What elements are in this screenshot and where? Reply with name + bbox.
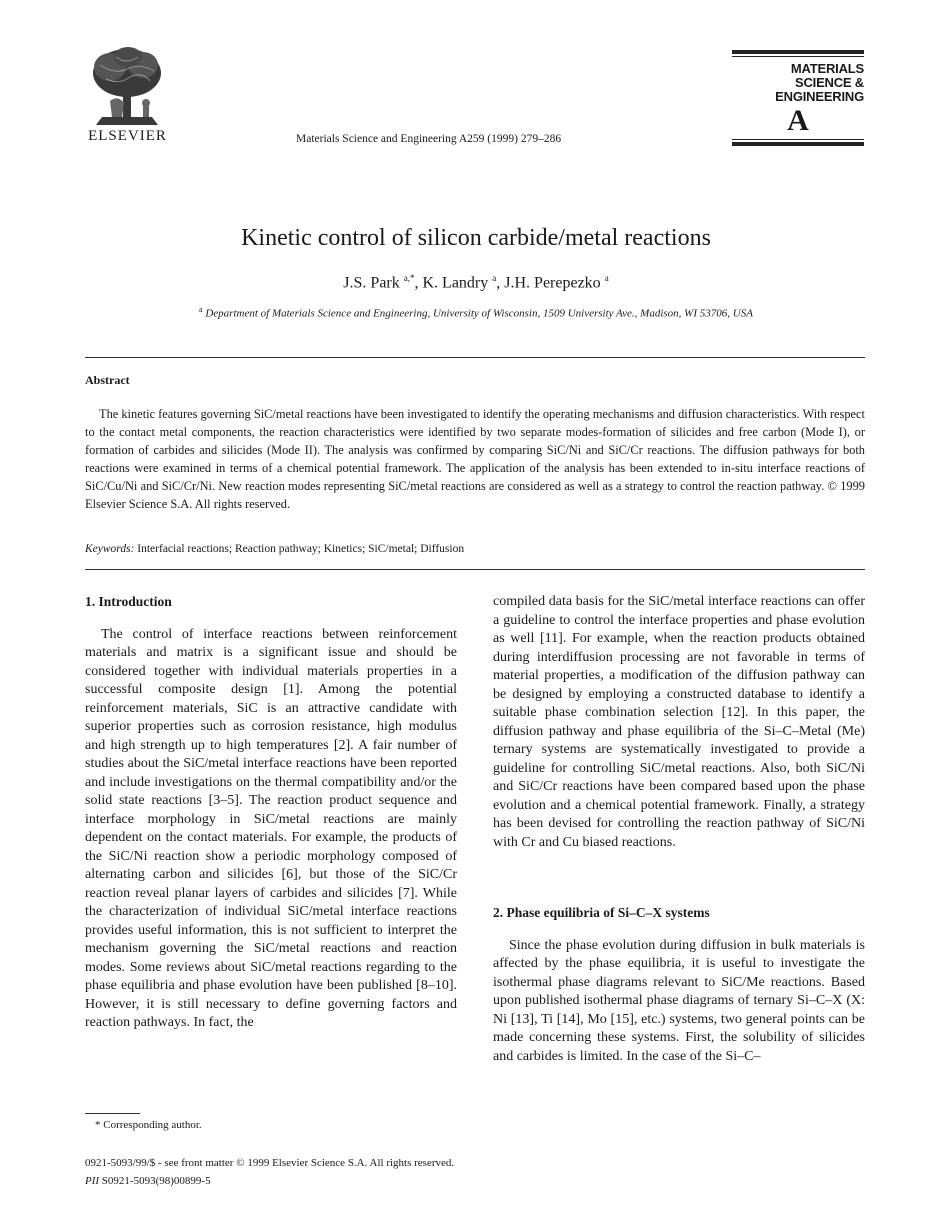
footnote-rule: [85, 1113, 140, 1114]
author-list: J.S. Park $^{a,*}$, K. Landry $^a$, J.H. Perepezko $^a$: [343, 273, 609, 292]
author-name: K. Landry: [422, 274, 489, 292]
keywords-label: Keywords:: [85, 543, 135, 555]
publisher-name: ELSEVIER: [88, 128, 167, 144]
section-heading-introduction: 1. Introduction: [85, 594, 172, 609]
keywords-list: Interfacial reactions; Reaction pathway; Kinetics; SiC/metal; Diffusion: [137, 543, 465, 555]
pii-value: S0921-5093(98)00899-5: [101, 1175, 211, 1187]
pii-label: PII: [85, 1175, 100, 1187]
brand-line-2: SCIENCE &: [795, 75, 864, 90]
tree-logo-icon: [80, 45, 175, 127]
section-heading-phase-equilibria: 2. Phase equilibria of Si–C–X systems: [493, 905, 710, 920]
paragraph: Since the phase evolution during diffusion in bulk materials is affected by the phase equilibria, it is useful to investigate the isothermal phase diagrams relevant to SiC/Me reactions. Based upon published isothermal phase diagrams of ternary Si–C–X (X: Ni [13], Ti [14], Mo [15], etc.) systems, two general points can be made concerning these systems. First, the solubility of silicides and carbides is limited. In the case of the Si–C–: [493, 937, 865, 1064]
author-name: J.S. Park: [343, 274, 400, 292]
affiliation-mark: a: [199, 305, 203, 314]
paragraph: The control of interface reactions between reinforcement materials and matrix is a significant issue and should be considered together with individual materials properties in a successful composite design [1]. Among the potential reinforcement materials, SiC is an attractive candidate with superior properties such as corrosion resistance, high modulus and high strength up to high temperatures [2]. A fair number of studies about the SiC/metal interface reactions have been reported and include investigations on the thermal compatibility and/or the solid state reactions [3–5]. The reaction product sequence and interface morphology in SiC/metal reactions are mainly dependent on the contact materials. For example, the products of the SiC/Ni reaction show a periodic morphology composed of alternating carbon and silicides [6], but those of the SiC/Cr reaction reveal planar layers of carbides and silicides [7]. While the characterization of individual SiC/metal interface reactions provides useful information, this is not sufficient to interpret the mechanism governing the SiC/metal reactions and reaction modes. Some reviews about SiC/metal reactions regarding to the phase equilibria and phase evolution have been published [8–10]. However, it is still necessary to define governing factors and reaction pathways. In fact, the: [85, 626, 457, 1030]
affiliation-text: Department of Materials Science and Engineering, University of Wisconsin, 1509 University Ave., Madison, WI 53706, USA: [205, 307, 753, 320]
author-marks: a: [492, 273, 497, 283]
left-column: [85, 593, 457, 1033]
abstract-body: The kinetic features governing SiC/metal reactions have been investigated to identify the operating mechanisms and diffusion characteristics. With respect to the contact metal components, the reaction characteristics were identified by two separate modes-formation of silicides and free carbon (Mode I), or formation of carbides and silicides (Mode II). The analysis was confirmed by comparing SiC/Ni and SiC/Cr reactions. The diffusion pathways for both reactions were examined in terms of a chemical potential framework. The application of the analysis has been extended to in-situ interface reactions of SiC/Cu/Ni and SiC/Cr/Ni. New reaction modes representing SiC/metal reactions are considered as well as a strategy to control the reaction pathway. © 1999 Elsevier Science S.A. All rights reserved.: [85, 407, 865, 511]
paragraph: compiled data basis for the SiC/metal interface reactions can offer a guideline to control the interface properties and phase evolution as well [11]. For example, when the reaction products obtained during interdiffusion processing are not favorable in terms of material properties, a modification of the diffusion pathway can be designed by employing a constructed database to identify a suitable phase combination selection [12]. In this paper, the diffusion pathway and phase equilibria of the Si–C–Metal (Me) ternary systems are systematically investigated to provide a guideline for controlling SiC/metal reactions. Also, both SiC/Ni and SiC/Cr reactions have been compared based upon the phase evolution and a chemical potential framework. Finally, a strategy has been devised for controlling the reaction pathway of SiC/Ni with Cr and Cu biased reactions.: [493, 594, 865, 850]
divider: [85, 569, 865, 570]
journal-brand-text: [775, 62, 864, 104]
right-column: [493, 593, 865, 1066]
brand-rule: [732, 56, 864, 57]
journal-brand-logo: [732, 50, 864, 146]
article-title: Kinetic control of silicon carbide/metal reactions: [241, 225, 711, 251]
brand-letter: A: [787, 104, 809, 137]
brand-rule: [732, 139, 864, 140]
copyright-line: 0921-5093/99/$ - see front matter © 1999 Elsevier Science S.A. All rights reserved.: [85, 1157, 455, 1169]
author-marks: a: [604, 273, 609, 283]
brand-line-3: ENGINEERING: [775, 89, 864, 104]
author-name: J.H. Perepezko: [504, 274, 601, 292]
keywords: [85, 543, 464, 555]
footnote: * Corresponding author.: [95, 1119, 202, 1131]
pii-line: [85, 1175, 211, 1187]
abstract-heading: Abstract: [85, 373, 130, 387]
brand-rule: [732, 50, 864, 54]
affiliation: [0, 305, 952, 320]
brand-line-1: MATERIALS: [790, 61, 864, 76]
divider: [85, 357, 865, 358]
brand-rule: [732, 142, 864, 146]
journal-reference: Materials Science and Engineering A259 (1999) 279–286: [296, 133, 562, 145]
author-marks: a,*: [403, 273, 415, 283]
